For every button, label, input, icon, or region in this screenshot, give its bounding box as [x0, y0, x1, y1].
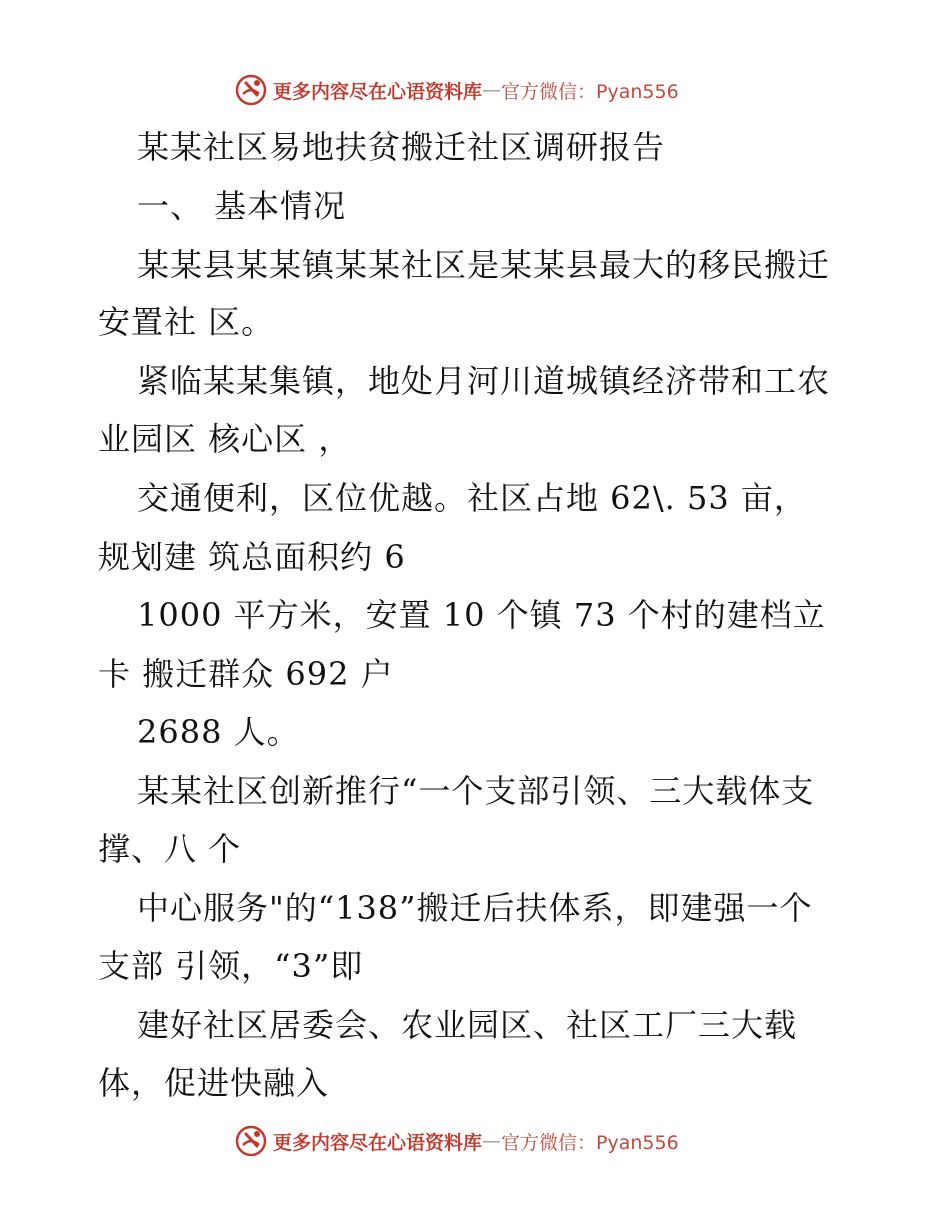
section-heading: 一、 基本情况: [137, 187, 347, 225]
banner-main-text: 更多内容尽在心语资料库: [273, 80, 483, 103]
paragraph-line: 撑、八 个: [98, 830, 242, 868]
banner-wechat-text: 官方微信：Pyan556: [501, 1131, 679, 1154]
document-title: 某某社区易地扶贫搬迁社区调研报告: [137, 128, 666, 166]
paragraph-line: 体，促进快融入: [98, 1064, 330, 1102]
book-pen-logo-icon: [235, 74, 267, 106]
book-pen-logo-icon: [235, 1125, 267, 1157]
paragraph-line: 某某社区创新推行“一个支部引领、三大载体支: [137, 772, 815, 810]
paragraph-line: 卡 搬迁群众 692 户: [98, 655, 394, 693]
paragraph-line: 规划建 筑总面积约 6: [98, 538, 406, 576]
banner-separator: —: [482, 1130, 502, 1152]
banner-main-text: 更多内容尽在心语资料库: [273, 1131, 483, 1154]
paragraph-line: 建好社区居委会、农业园区、社区工厂三大载: [137, 1006, 798, 1044]
paragraph-line: 某某县某某镇某某社区是某某县最大的移民搬迁: [137, 246, 831, 284]
footer-banner: [235, 1124, 679, 1158]
banner-wechat-text: 官方微信：Pyan556: [501, 80, 679, 103]
paragraph-line: 1000 平方米，安置 10 个镇 73 个村的建档立: [137, 596, 826, 634]
paragraph-line: 支部 引领，“3”即: [98, 947, 364, 985]
paragraph-line: 紧临某某集镇，地处月河川道城镇经济带和工农: [137, 362, 831, 400]
paragraph-line: 业园区 核心区 ，: [98, 420, 352, 458]
paragraph-line: 中心服务"的“138”搬迁后扶体系，即建强一个: [137, 889, 813, 927]
header-banner: [235, 73, 679, 107]
paragraph-line: 安置社 区。: [98, 303, 275, 341]
paragraph-line: 2688 人。: [137, 713, 300, 751]
banner-separator: —: [482, 79, 502, 101]
paragraph-line: 交通便利，区位优越。社区占地 62\. 53 亩，: [137, 479, 807, 517]
